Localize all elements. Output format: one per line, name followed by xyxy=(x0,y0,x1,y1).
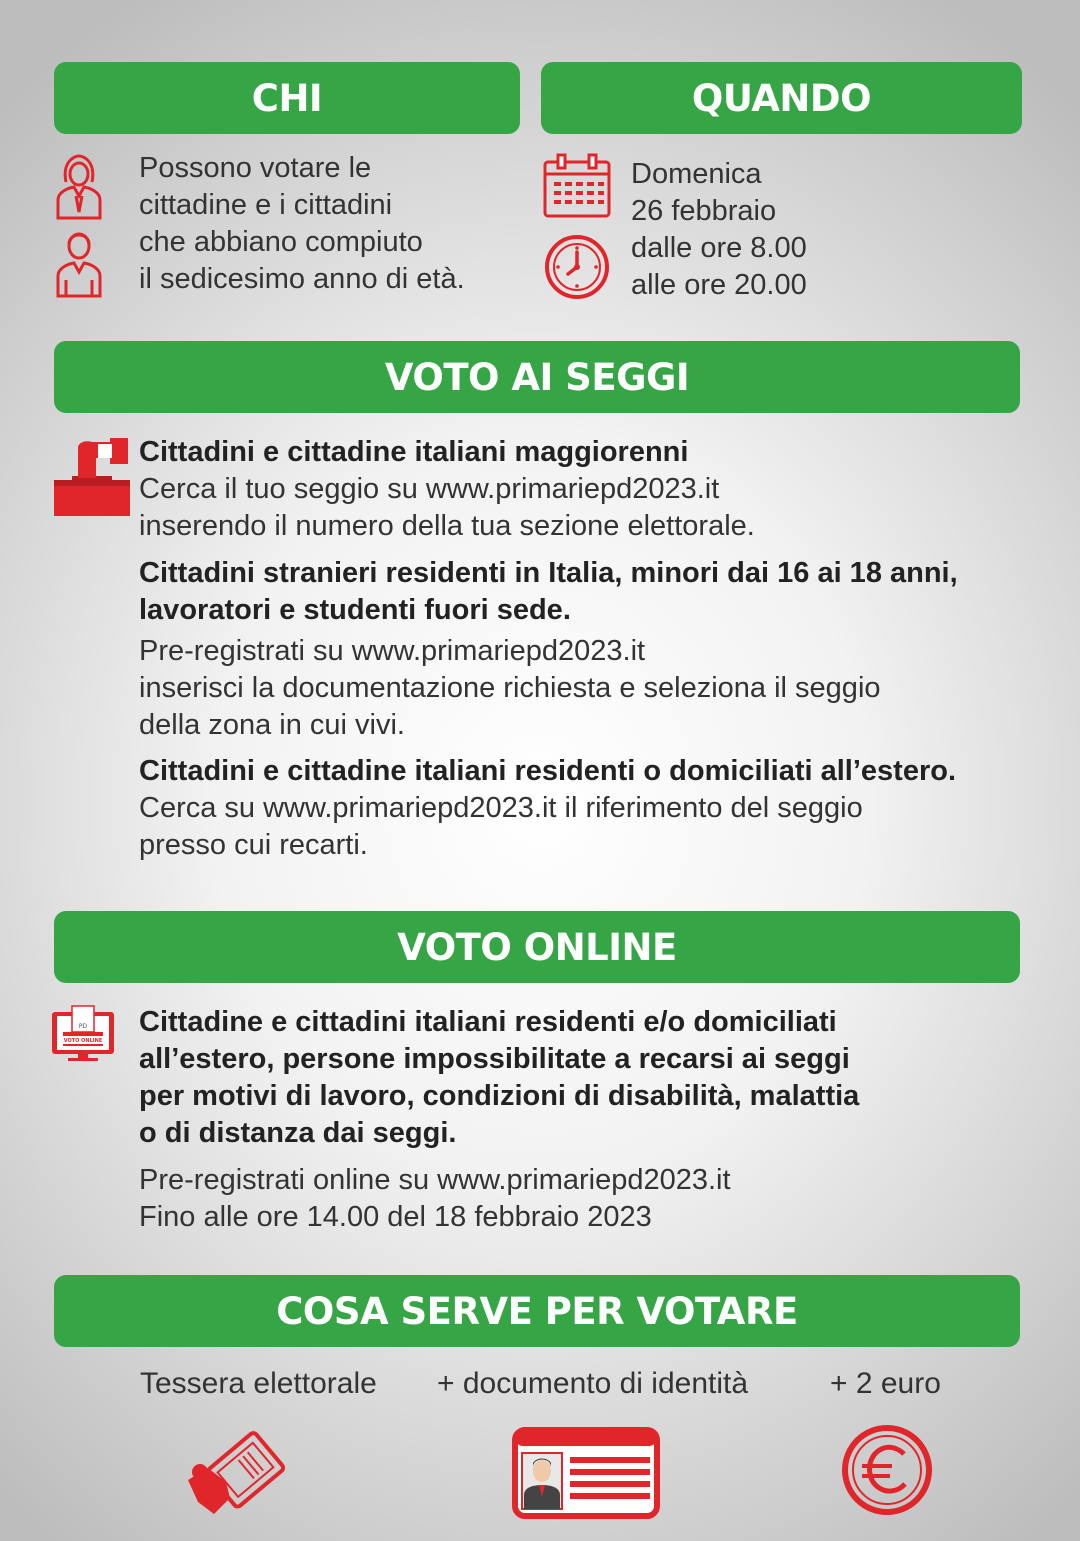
online-header xyxy=(54,911,1020,983)
chi-text xyxy=(139,150,465,298)
quando-header xyxy=(541,62,1022,134)
online-text xyxy=(139,1004,859,1236)
online-line: Pre-registrati online su www.primariepd2023.it xyxy=(139,1164,731,1196)
online-title-line: o di distanza dai seggi. xyxy=(139,1117,457,1149)
online-title-line: Cittadine e cittadini italiani residenti e/o domiciliati xyxy=(139,1006,837,1038)
chi-line: il sedicesimo anno di età. xyxy=(139,263,465,295)
seggi-header xyxy=(54,341,1020,413)
seggi-b1-line: inserendo il numero della tua sezione elettorale. xyxy=(139,510,755,542)
computer-vote-icon-small: PD xyxy=(78,1023,88,1030)
computer-vote-icon-label: VOTO ONLINE xyxy=(63,1038,103,1044)
seggi-b2-line: inserisci la documentazione richiesta e seleziona il seggio xyxy=(139,672,881,704)
woman-icon xyxy=(54,152,104,222)
seggi-b2-line: della zona in cui vivi. xyxy=(139,709,405,741)
online-title-line: all’estero, persone impossibilitate a recarsi ai seggi xyxy=(139,1043,850,1075)
serve-title: COSA SERVE PER VOTARE xyxy=(276,1289,798,1333)
chi-line: cittadine e i cittadini xyxy=(139,189,393,221)
quando-line: dalle ore 8.00 xyxy=(631,232,807,264)
seggi-b3-line: Cerca su www.primariepd2023.it il riferimento del seggio xyxy=(139,792,863,824)
seggi-block-1 xyxy=(139,434,755,545)
chi-line: che abbiano compiuto xyxy=(139,226,423,258)
seggi-b1-line: Cerca il tuo seggio su www.primariepd2023.it xyxy=(139,473,720,505)
chi-line: Possono votare le xyxy=(139,152,372,184)
requirement-id-document: + documento di identità xyxy=(437,1367,749,1400)
serve-header xyxy=(54,1275,1020,1347)
seggi-b3-line: presso cui recarti. xyxy=(139,829,368,861)
seggi-title: VOTO AI SEGGI xyxy=(384,355,690,399)
clock-icon xyxy=(544,234,610,300)
online-title: VOTO ONLINE xyxy=(397,925,677,969)
chi-title: CHI xyxy=(251,76,323,120)
requirement-voter-card: Tessera elettorale xyxy=(140,1367,377,1400)
seggi-b1-title: Cittadini e cittadine italiani maggiorenni xyxy=(139,436,689,468)
online-title-line: per motivi di lavoro, condizioni di disabilità, malattia xyxy=(139,1080,860,1112)
quando-line: 26 febbraio xyxy=(631,195,777,227)
voter-card-icon xyxy=(186,1428,292,1518)
requirement-fee: + 2 euro xyxy=(830,1367,941,1400)
seggi-b2-line: Pre-registrati su www.primariepd2023.it xyxy=(139,635,646,667)
id-card-icon xyxy=(512,1427,660,1519)
calendar-icon xyxy=(542,152,612,220)
quando-text xyxy=(631,156,807,304)
euro-icon xyxy=(840,1424,934,1516)
online-line: Fino alle ore 14.00 del 18 febbraio 2023 xyxy=(139,1201,652,1233)
computer-vote-icon xyxy=(50,1004,116,1064)
seggi-block-2 xyxy=(139,555,958,744)
chi-header xyxy=(54,62,520,134)
seggi-b2-title: Cittadini stranieri residenti in Italia, minori dai 16 ai 18 anni, xyxy=(139,557,958,589)
ballot-box-icon xyxy=(52,436,132,518)
seggi-block-3 xyxy=(139,753,956,864)
quando-line: alle ore 20.00 xyxy=(631,269,807,301)
seggi-b3-title: Cittadini e cittadine italiani residenti o domiciliati all’estero. xyxy=(139,755,957,787)
man-icon xyxy=(54,226,104,298)
seggi-b2-title: lavoratori e studenti fuori sede. xyxy=(139,594,571,626)
quando-line: Domenica xyxy=(631,158,762,190)
quando-title: QUANDO xyxy=(691,76,872,120)
